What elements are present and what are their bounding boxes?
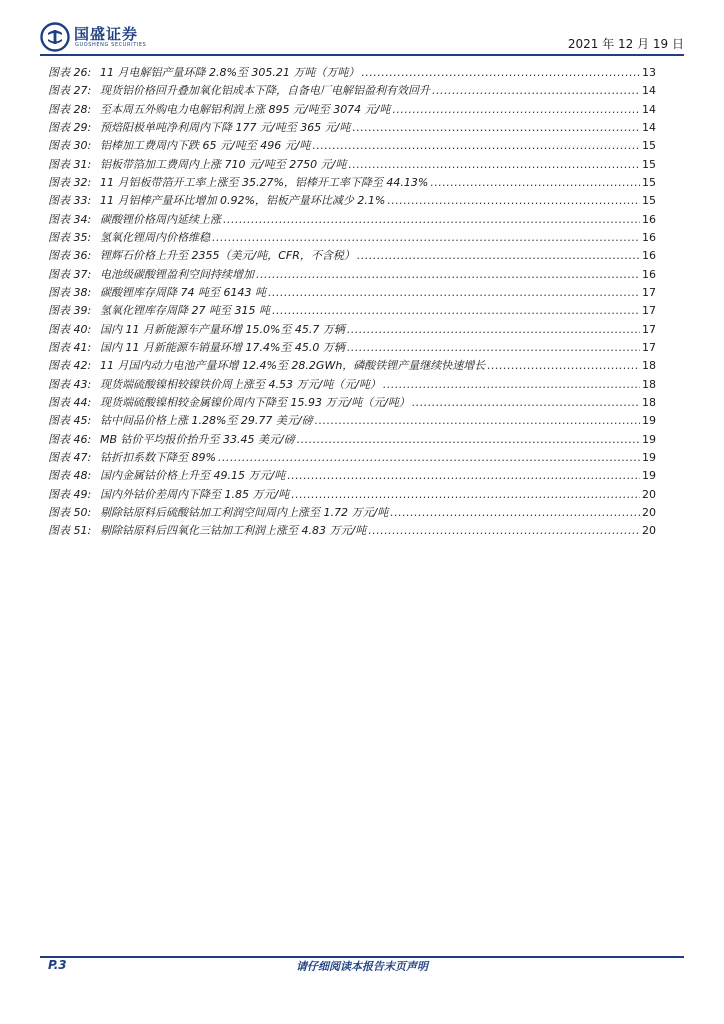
toc-entry-label: 图表 29: (48, 121, 92, 135)
toc-entry[interactable] (48, 266, 656, 284)
toc-dot-leader (390, 504, 640, 522)
toc-dot-leader (297, 431, 640, 449)
toc-entry-title: 钴中间品价格上涨 1.28%至 29.77 美元/磅 (100, 414, 313, 428)
toc-entry-title: 国内 11 月新能源车销量环增 17.4%至 45.0 万辆 (100, 341, 345, 355)
toc-entry[interactable] (48, 64, 656, 82)
toc-entry-title: 剔除钴原料后硫酸钴加工利润空间周内上涨至 1.72 万元/吨 (100, 506, 389, 520)
toc-entry-page: 17 (642, 322, 656, 336)
toc-entry[interactable] (48, 376, 656, 394)
toc-entry-title: 碳酸锂库存周降 74 吨至 6143 吨 (100, 286, 266, 300)
toc-entry-page: 16 (642, 212, 656, 226)
toc-entry-page: 19 (642, 469, 656, 483)
toc-entry-page: 16 (642, 267, 656, 281)
toc-entry[interactable] (48, 247, 656, 265)
toc-entry-label: 图表 42: (48, 359, 92, 373)
toc-dot-leader (432, 82, 640, 100)
toc-entry-label: 图表 47: (48, 451, 92, 465)
toc-dot-leader (287, 467, 640, 485)
toc-entry[interactable] (48, 412, 656, 430)
toc-entry-label: 图表 37: (48, 267, 92, 281)
toc-entry-page: 20 (642, 506, 656, 520)
toc-entry-page: 17 (642, 304, 656, 318)
toc-entry-page: 16 (642, 231, 656, 245)
toc-entry-title: 至本周五外购电力电解铝利润上涨 895 元/吨至 3074 元/吨 (100, 102, 391, 116)
toc-entry-page: 19 (642, 451, 656, 465)
toc-entry-label: 图表 38: (48, 286, 92, 300)
toc-entry[interactable] (48, 284, 656, 302)
toc-entry-label: 图表 46: (48, 432, 92, 446)
disclaimer-text: 请仔细阅读本报告末页声明 (296, 960, 428, 973)
toc-entry-label: 图表 48: (48, 469, 92, 483)
toc-entry-label: 图表 32: (48, 176, 92, 190)
toc-entry-page: 18 (642, 359, 656, 373)
company-logo (40, 22, 160, 52)
toc-entry-title: 国内 11 月新能源车产量环增 15.0%至 45.7 万辆 (100, 322, 345, 336)
toc-entry-title: 钴折扣系数下降至 89% (100, 451, 216, 465)
toc-entry[interactable] (48, 119, 656, 137)
toc-entry[interactable] (48, 174, 656, 192)
page-number: P.3 (48, 958, 67, 972)
toc-entry-page: 19 (642, 414, 656, 428)
toc-entry-page: 19 (642, 432, 656, 446)
toc-dot-leader (383, 376, 640, 394)
toc-entry-title: 铝板带箔加工费周内上涨 710 元/吨至 2750 元/吨 (100, 157, 347, 171)
toc-dot-leader (291, 486, 640, 504)
toc-entry-page: 15 (642, 194, 656, 208)
toc-entry-title: 11 月国内动力电池产量环增 12.4%至 28.2GWh，磷酸铁锂产量继续快速增长 (100, 359, 486, 373)
toc-entry-page: 14 (642, 84, 656, 98)
toc-entry-title: 现货端硫酸镍相较金属镍价周内下降至 15.93 万元/吨（元/吨） (100, 396, 410, 410)
toc-entry-label: 图表 43: (48, 377, 92, 391)
toc-entry-page: 14 (642, 121, 656, 135)
toc-entry[interactable] (48, 339, 656, 357)
toc-entry-page: 15 (642, 139, 656, 153)
toc-entry-label: 图表 35: (48, 231, 92, 245)
toc-entry-page: 20 (642, 487, 656, 501)
toc-entry-label: 图表 30: (48, 139, 92, 153)
toc-entry-label: 图表 31: (48, 157, 92, 171)
toc-entry-title: 氢氧化锂库存周降 27 吨至 315 吨 (100, 304, 270, 318)
toc-dot-leader (487, 357, 640, 375)
toc-entry[interactable] (48, 486, 656, 504)
toc-entry-label: 图表 41: (48, 341, 92, 355)
toc-dot-leader (268, 284, 640, 302)
toc-entry-label: 图表 39: (48, 304, 92, 318)
toc-entry-page: 18 (642, 377, 656, 391)
toc-dot-leader (212, 229, 640, 247)
toc-entry-title: 预焙阳极单吨净利周内下降 177 元/吨至 365 元/吨 (100, 121, 351, 135)
toc-entry[interactable] (48, 431, 656, 449)
toc-dot-leader (412, 394, 640, 412)
toc-entry[interactable] (48, 137, 656, 155)
toc-entry-title: 11 月铝板带箔开工率上涨至 35.27%，铝棒开工率下降至 44.13% (100, 176, 429, 190)
toc-entry-title: 氢氧化锂周内价格维稳 (100, 231, 210, 245)
toc-entry-label: 图表 27: (48, 84, 92, 98)
toc-entry-title: 碳酸锂价格周内延续上涨 (100, 212, 221, 226)
toc-dot-leader (347, 321, 640, 339)
toc-dot-leader (312, 137, 640, 155)
toc-entry-label: 图表 40: (48, 322, 92, 336)
toc-entry-page: 13 (642, 66, 656, 80)
toc-entry-label: 图表 51: (48, 524, 92, 538)
toc-entry-title: 现货铝价格回升叠加氧化铝成本下降，自备电厂电解铝盈利有效回升 (100, 84, 430, 98)
logo-text: 国盛证券 (74, 25, 139, 43)
toc-entry-page: 17 (642, 286, 656, 300)
toc-entry-page: 15 (642, 157, 656, 171)
figure-list (48, 64, 656, 541)
toc-entry-title: 11 月电解铝产量环降 2.8%至 305.21 万吨（万吨） (100, 66, 360, 80)
toc-entry-title: 铝棒加工费周内下跌 65 元/吨至 496 元/吨 (100, 139, 311, 153)
toc-entry-label: 图表 45: (48, 414, 92, 428)
toc-entry-title: 11 月铝棒产量环比增加 0.92%，铝板产量环比减少 2.1% (100, 194, 386, 208)
toc-dot-leader (387, 192, 640, 210)
page-header (0, 0, 724, 56)
toc-entry-page: 15 (642, 176, 656, 190)
toc-entry[interactable] (48, 522, 656, 540)
toc-entry-label: 图表 28: (48, 102, 92, 116)
toc-dot-leader (361, 64, 640, 82)
toc-entry[interactable] (48, 394, 656, 412)
toc-dot-leader (430, 174, 640, 192)
toc-entry-label: 图表 33: (48, 194, 92, 208)
toc-entry[interactable] (48, 211, 656, 229)
toc-entry-page: 17 (642, 341, 656, 355)
toc-entry-label: 图表 44: (48, 396, 92, 410)
toc-entry-label: 图表 26: (48, 66, 92, 80)
toc-entry[interactable] (48, 101, 656, 119)
toc-entry-label: 图表 36: (48, 249, 92, 263)
toc-dot-leader (392, 101, 640, 119)
toc-entry-page: 18 (642, 396, 656, 410)
toc-dot-leader (357, 247, 640, 265)
toc-entry[interactable] (48, 321, 656, 339)
toc-dot-leader (315, 412, 640, 430)
toc-dot-leader (272, 302, 640, 320)
toc-dot-leader (368, 522, 640, 540)
toc-entry-title: 剔除钴原料后四氧化三钴加工利润上涨至 4.83 万元/吨 (100, 524, 367, 538)
toc-dot-leader (352, 119, 640, 137)
toc-entry[interactable] (48, 357, 656, 375)
toc-entry-label: 图表 50: (48, 506, 92, 520)
guosheng-logo-icon (40, 22, 70, 52)
toc-entry[interactable] (48, 82, 656, 100)
toc-dot-leader (347, 339, 640, 357)
toc-entry-title: 现货端硫酸镍相较镍铁价周上涨至 4.53 万元/吨（元/吨） (100, 377, 381, 391)
toc-dot-leader (256, 266, 640, 284)
toc-entry-label: 图表 34: (48, 212, 92, 226)
toc-entry-page: 16 (642, 249, 656, 263)
toc-dot-leader (223, 211, 640, 229)
header-divider (40, 54, 684, 56)
toc-entry[interactable] (48, 504, 656, 522)
toc-entry-title: 锂辉石价格上升至 2355（美元/吨，CFR，不含税） (100, 249, 355, 263)
toc-dot-leader (348, 156, 640, 174)
toc-entry[interactable] (48, 229, 656, 247)
toc-entry[interactable] (48, 192, 656, 210)
toc-entry-label: 图表 49: (48, 487, 92, 501)
toc-entry-page: 20 (642, 524, 656, 538)
toc-entry[interactable] (48, 302, 656, 320)
toc-entry[interactable] (48, 156, 656, 174)
toc-entry-title: 电池级碳酸锂盈利空间持续增加 (100, 267, 254, 281)
logo-subtext: GUOSHENG SECURITIES (75, 42, 147, 48)
toc-dot-leader (218, 449, 640, 467)
toc-entry[interactable] (48, 467, 656, 485)
toc-entry-title: 国内金属钴价格上升至 49.15 万元/吨 (100, 469, 286, 483)
report-date: 2021 年 12 月 19 日 (567, 37, 684, 51)
toc-entry-title: 国内外钴价差周内下降至 1.85 万元/吨 (100, 487, 290, 501)
toc-entry[interactable] (48, 449, 656, 467)
toc-entry-page: 14 (642, 102, 656, 116)
toc-entry-title: MB 钴价平均报价抬升至 33.45 美元/磅 (100, 432, 295, 446)
